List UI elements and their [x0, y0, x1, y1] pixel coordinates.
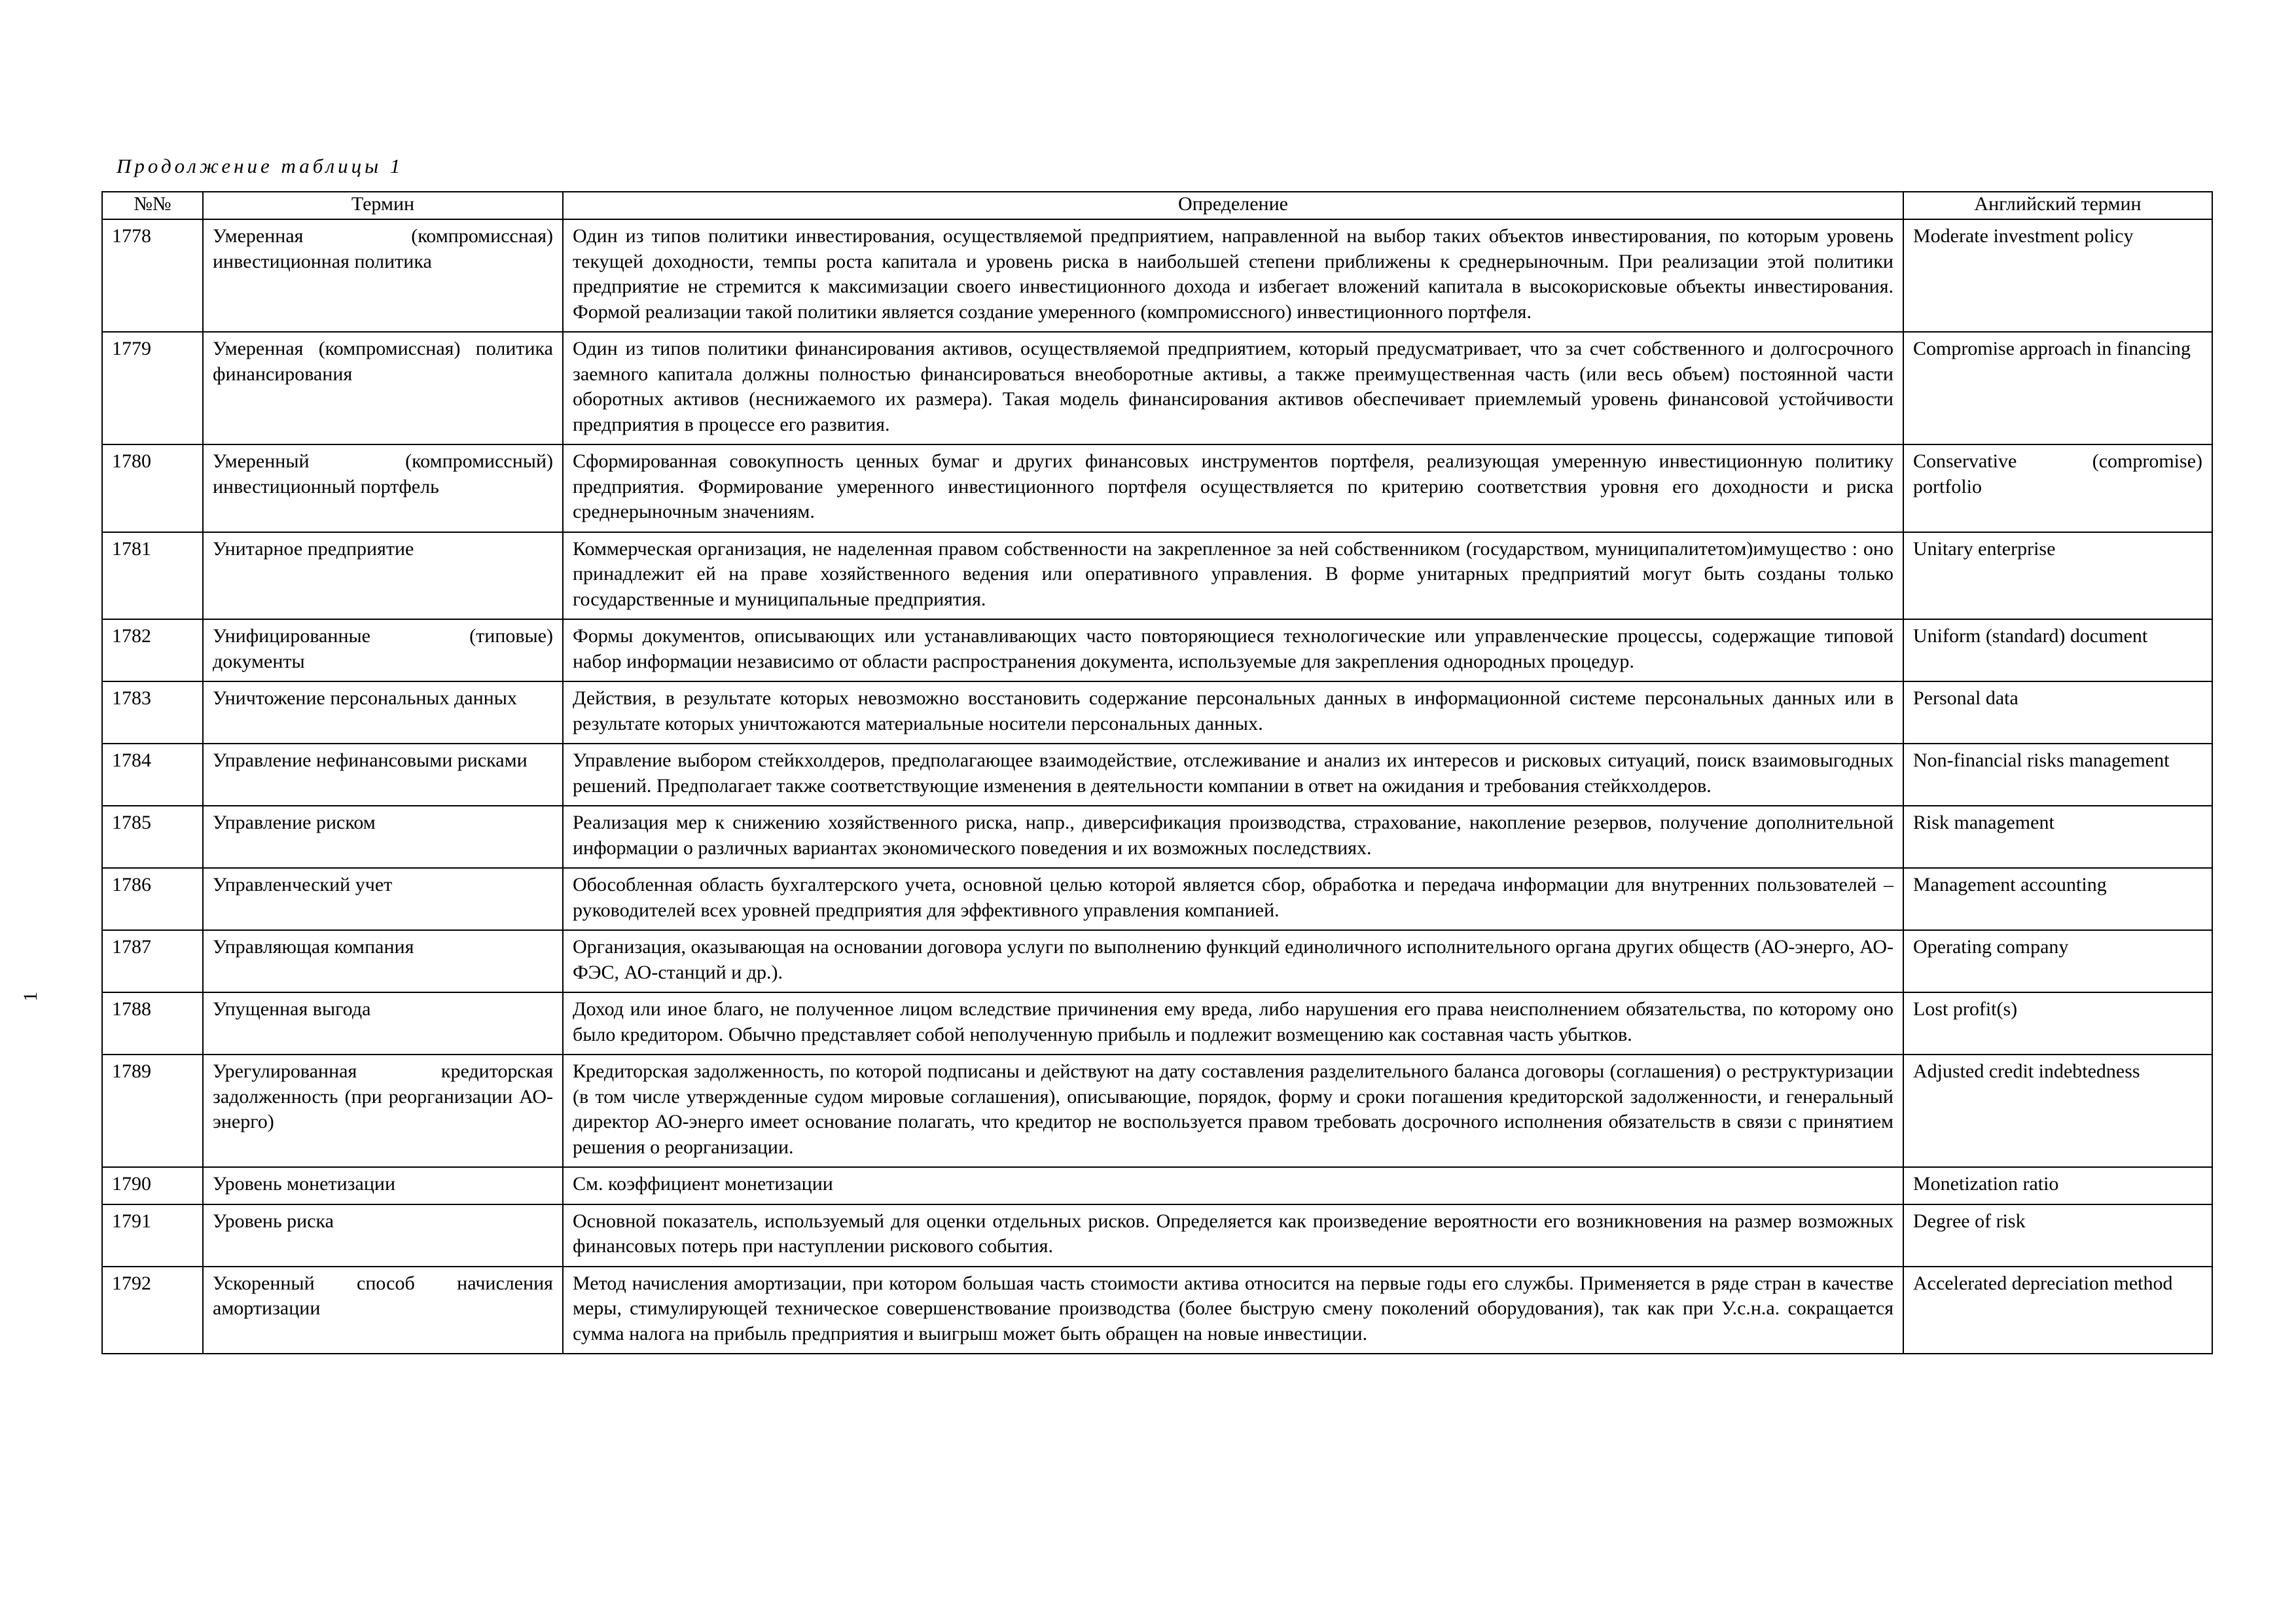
row-english: Accelerated depreciation method	[1903, 1267, 2212, 1354]
row-num: 1789	[102, 1055, 203, 1167]
row-term: Урегулированная кредиторская задолженность (при реорганизации АО- энерго)	[203, 1055, 563, 1167]
table-row	[102, 1267, 2212, 1354]
row-definition: Метод начисления амортизации, при котором большая часть стоимости актива относится на первые годы его службы. Применяется в ряде стран в качестве меры, стимулирующей техническое совершенствование производства (более быструю смену поколений оборудования), так как при У.с.н.а. сокращается сумма налога на прибыль предприятия и выигрыш может быть обращен на новые инвестиции.	[563, 1267, 1903, 1354]
row-num: 1786	[102, 868, 203, 930]
page-number: 1	[20, 992, 41, 1001]
row-english: Risk management	[1903, 806, 2212, 868]
row-term: Упущенная выгода	[203, 992, 563, 1055]
table-row	[102, 619, 2212, 681]
row-english: Uniform (standard) document	[1903, 619, 2212, 681]
row-term: Унифицированные (типовые) документы	[203, 619, 563, 681]
row-definition: Доход или иное благо, не полученное лицом вследствие причинения ему вреда, либо нарушения его права неисполнением обязательства, по которому оно было кредитором. Обычно представляет собой неполученную прибыль и подлежит возмещению как составная часть убытков.	[563, 992, 1903, 1055]
row-english: Lost profit(s)	[1903, 992, 2212, 1055]
row-term: Унитарное предприятие	[203, 532, 563, 620]
row-num: 1783	[102, 681, 203, 744]
row-num: 1792	[102, 1267, 203, 1354]
row-term: Управляющая компания	[203, 930, 563, 992]
table-row	[102, 930, 2212, 992]
row-num: 1787	[102, 930, 203, 992]
row-num: 1779	[102, 332, 203, 444]
header-english: Английский термин	[1903, 192, 2212, 219]
row-definition: Сформированная совокупность ценных бумаг и других финансовых инструментов портфеля, реализующая умеренную инвестиционную политику предприятия. Формирование умеренного инвестиционного портфеля осуществляется по критерию соответствия уровня его доходности и риска среднерыночным значениям.	[563, 444, 1903, 532]
row-definition: Основной показатель, используемый для оценки отдельных рисков. Определяется как произведение вероятности его возникновения на размер возможных финансовых потерь при наступлении рискового события.	[563, 1204, 1903, 1267]
table-row	[102, 332, 2212, 444]
table-row	[102, 532, 2212, 620]
table-caption: Продолжение таблицы 1	[117, 154, 404, 177]
row-num: 1784	[102, 744, 203, 806]
table-row	[102, 1204, 2212, 1267]
row-definition: Действия, в результате которых невозможно восстановить содержание персональных данных в информационной системе персональных данных или в результате которых уничтожаются материальные носители персональных данных.	[563, 681, 1903, 744]
header-definition: Определение	[563, 192, 1903, 219]
row-definition: Формы документов, описывающих или устанавливающих часто повторяющиеся технологические или управленческие процессы, содержащие типовой набор информации независимо от области распространения документа, используемые для закрепления однородных процедур.	[563, 619, 1903, 681]
row-english: Adjusted credit indebtedness	[1903, 1055, 2212, 1167]
row-definition: Реализация мер к снижению хозяйственного риска, напр., диверсификация производства, страхование, накопление резервов, получение дополнительной информации о различных вариантах экономического поведения и их возможных последствиях.	[563, 806, 1903, 868]
row-english: Management accounting	[1903, 868, 2212, 930]
row-english: Conservative (compromise) portfolio	[1903, 444, 2212, 532]
row-num: 1782	[102, 619, 203, 681]
row-term: Ускоренный способ начисления амортизации	[203, 1267, 563, 1354]
row-english: Monetization ratio	[1903, 1167, 2212, 1204]
row-num: 1780	[102, 444, 203, 532]
row-definition: Один из типов политики финансирования активов, осуществляемой предприятием, который предусматривает, что за счет собственного и долгосрочного заемного капитала должны полностью финансироваться внеоборотные активы, а также преимущественная часть (или весь объем) постоянной части оборотных активов (неснижаемого их размера). Такая модель финансирования активов обеспечивает приемлемый уровень финансовой устойчивости предприятия в процессе его развития.	[563, 332, 1903, 444]
row-num: 1785	[102, 806, 203, 868]
header-term: Термин	[203, 192, 563, 219]
table-row	[102, 1167, 2212, 1204]
table-row	[102, 744, 2212, 806]
row-definition: Управление выбором стейкхолдеров, предполагающее взаимодействие, отслеживание и анализ их интересов и рисковых ситуаций, поиск взаимовыгодных решений. Предполагает также соответствующие изменения в деятельности компании в ответ на ожидания и требования стейкхолдеров.	[563, 744, 1903, 806]
row-definition: Коммерческая организация, не наделенная правом собственности на закрепленное за ней собственником (государством, муниципалитетом)имущество : оно принадлежит ей на праве хозяйственного ведения или оперативного управления. В форме унитарных предприятий могут быть созданы только государственные и муниципальные предприятия.	[563, 532, 1903, 620]
row-num: 1788	[102, 992, 203, 1055]
glossary-table	[101, 191, 2213, 1354]
row-definition: Один из типов политики инвестирования, осуществляемой предприятием, направленной на выбор таких объектов инвестирования, по которым уровень текущей доходности, темпы роста капитала и уровень риска в наибольшей степени приближены к среднерыночным. При реализации этой политики предприятие не стремится к максимизации своего инвестиционного дохода и избегает вложений капитала в высокорисковые объекты инвестирования. Формой реализации такой политики является создание умеренного (компромиссного) инвестиционного портфеля.	[563, 219, 1903, 332]
row-english: Moderate investment policy	[1903, 219, 2212, 332]
row-num: 1781	[102, 532, 203, 620]
row-num: 1790	[102, 1167, 203, 1204]
row-term: Уровень монетизации	[203, 1167, 563, 1204]
row-english: Degree of risk	[1903, 1204, 2212, 1267]
table-row	[102, 868, 2212, 930]
row-english: Non-financial risks management	[1903, 744, 2212, 806]
row-num: 1778	[102, 219, 203, 332]
row-english: Personal data	[1903, 681, 2212, 744]
row-term: Управленческий учет	[203, 868, 563, 930]
row-definition: Кредиторская задолженность, по которой подписаны и действуют на дату составления разделительного баланса договоры (соглашения) о реструктуризации (в том числе утвержденные судом мировые соглашения), описывающие, порядок, форму и сроки погашения кредиторской задолженности, и генеральный директор АО-энерго имеет основание полагать, что кредитор не воспользуется правом требовать досрочного исполнения обязательств в связи с принятием решения о реорганизации.	[563, 1055, 1903, 1167]
row-term: Уничтожение персональных данных	[203, 681, 563, 744]
row-definition: См. коэффициент монетизации	[563, 1167, 1903, 1204]
row-term: Управление нефинансовыми рисками	[203, 744, 563, 806]
row-english: Operating company	[1903, 930, 2212, 992]
row-english: Compromise approach in financing	[1903, 332, 2212, 444]
table-row	[102, 992, 2212, 1055]
table-row	[102, 806, 2212, 868]
row-english: Unitary enterprise	[1903, 532, 2212, 620]
row-term: Умеренная (компромиссная) инвестиционная политика	[203, 219, 563, 332]
table-row	[102, 219, 2212, 332]
row-definition: Обособленная область бухгалтерского учета, основной целью которой является сбор, обработка и передача информации для внутренних пользователей – руководителей всех уровней предприятия для эффективного управления компанией.	[563, 868, 1903, 930]
table-header-row	[102, 192, 2212, 219]
row-term: Умеренный (компромиссный) инвестиционный портфель	[203, 444, 563, 532]
header-num: №№	[102, 192, 203, 219]
row-definition: Организация, оказывающая на основании договора услуги по выполнению функций единоличного исполнительного органа других обществ (АО-энерго, АО-ФЭС, АО-станций и др.).	[563, 930, 1903, 992]
table-row	[102, 681, 2212, 744]
table-row	[102, 1055, 2212, 1167]
row-num: 1791	[102, 1204, 203, 1267]
row-term: Управление риском	[203, 806, 563, 868]
row-term: Умеренная (компромиссная) политика финансирования	[203, 332, 563, 444]
row-term: Уровень риска	[203, 1204, 563, 1267]
table-row	[102, 444, 2212, 532]
